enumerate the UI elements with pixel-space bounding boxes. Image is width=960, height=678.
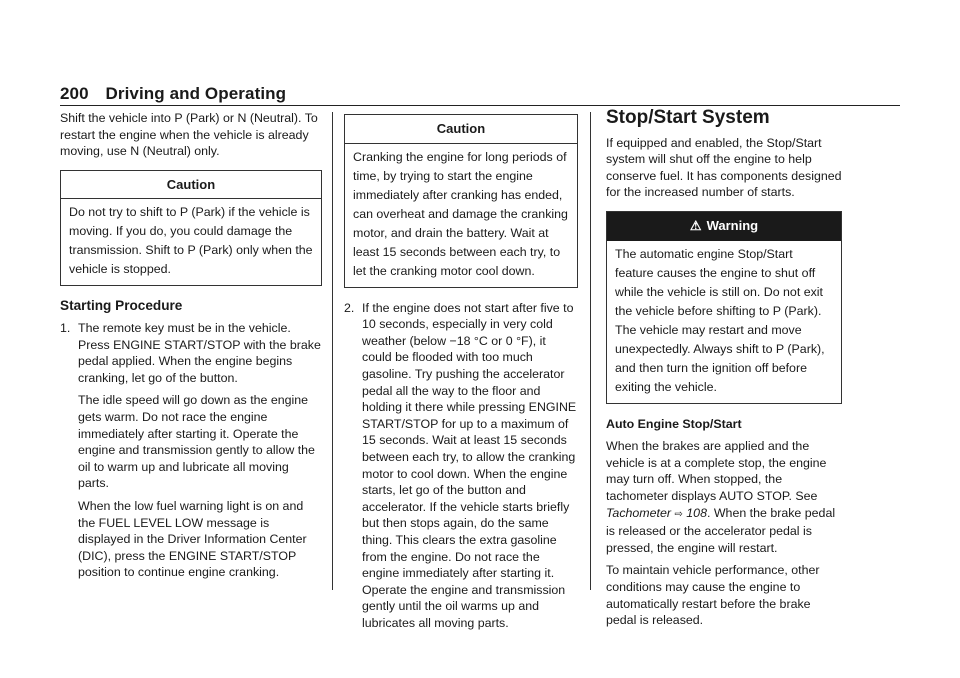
page-number: 200 <box>60 84 89 103</box>
step-number: 2. <box>344 300 355 315</box>
page-ref-arrow-icon: ⇨ <box>674 508 683 520</box>
warning-triangle-icon: ⚠ <box>689 217 702 233</box>
auto-p1-post: . When the brake pedal is released or the accelerator pedal is pressed, the engine will restart. <box>606 505 836 555</box>
column-3 <box>606 107 842 635</box>
tachometer-link[interactable]: Tachometer <box>606 505 671 520</box>
intro-paragraph: Shift the vehicle into P (Park) or N (Neutral). To restart the engine when the vehicle is already moving, use N (Neutral) only. <box>60 111 318 159</box>
column-1 <box>60 110 322 587</box>
caution-body: Do not try to shift to P (Park) if the vehicle is moving. If you do, you could damage the transmission. Shift to P (Park) only when the vehicle is stopped. <box>69 205 313 277</box>
warning-body: The automatic engine Stop/Start feature causes the engine to shut off while the vehicle is still on. Do not exit the vehicle before shifting to P (Park). The vehicle may restart and move unexpectedly. Always shift to P (Park), and then turn the ignition off before exiting the vehicle. <box>615 246 825 394</box>
starting-procedure-heading: Starting Procedure <box>60 298 183 314</box>
column-divider-2 <box>590 112 591 590</box>
stop-start-intro: If equipped and enabled, the Stop/Start system will shut off the engine to help conserve fuel. It has components designed for the increased number of starts. <box>606 135 842 200</box>
warning-title-bar <box>607 212 841 241</box>
step-1-p1: The remote key must be in the vehicle. Press ENGINE START/STOP with the brake pedal applied. When the engine begins cranking, let go of the button. <box>78 320 321 385</box>
caution-title: Caution <box>61 171 321 200</box>
auto-stop-paragraph-1 <box>606 438 842 556</box>
warning-box <box>606 211 842 404</box>
caution-body-2: Cranking the engine for long periods of time, by trying to start the engine immediately after cranking has ended, can overheat and damage the cranking motor, and drain the battery. Wait at least 15 seconds between each try, to let the cranking motor cool down. <box>353 149 568 278</box>
tachometer-page-ref[interactable]: 108 <box>686 505 707 520</box>
step-2-text: If the engine does not start after five to 10 seconds, especially in very cold weather (below −18 °C or 0 °F), it could be flooded with too much gasoline. Try pushing the accelerator pedal all the way to the floor and holding it there while pressing ENGINE START/STOP for up to a maximum of 15 seconds. Wait at least 15 seconds between each try, to allow the cranking motor to cool down. When the engine starts, let go of the button and accelerator. If the vehicle starts briefly but then stops again, do the same thing. This clears the extra gasoline from the engine. Do not race the engine immediately after starting it. Operate the engine and transmission gently until the oil warms up and lubricates all moving parts. <box>362 300 577 630</box>
steps-list-continued <box>344 300 578 632</box>
warning-title: Warning <box>706 217 759 233</box>
caution-box <box>60 170 322 287</box>
column-2 <box>344 110 578 637</box>
steps-list <box>60 320 322 581</box>
stop-start-heading: Stop/Start System <box>606 107 770 128</box>
column-divider-1 <box>332 112 333 590</box>
caution-box-2 <box>344 114 578 288</box>
caution-title-2: Caution <box>345 115 577 144</box>
auto-stop-paragraph-2: To maintain vehicle performance, other conditions may cause the engine to automatically restart before the brake pedal is released. <box>606 563 820 628</box>
auto-p1-pre: When the brakes are applied and the vehicle is at a complete stop, the engine may turn off. When stopped, the tachometer displays AUTO STOP. See <box>606 439 827 503</box>
step-1-p2: The idle speed will go down as the engine gets warm. Do not race the engine immediately after starting it. Operate the engine and transmission gently to allow the oil to warm up and lubricate all moving parts. <box>78 393 315 491</box>
auto-stop-start-heading: Auto Engine Stop/Start <box>606 416 742 431</box>
step-1-p3: When the low fuel warning light is on and the FUEL LEVEL LOW message is displayed in the Driver Information Center (DIC), press the ENGINE START/STOP position to continue engine cranking. <box>78 498 307 580</box>
step-2 <box>344 300 578 632</box>
header-rule <box>60 105 900 106</box>
step-1 <box>60 320 322 581</box>
section-title: Driving and Operating <box>105 84 287 103</box>
step-number: 1. <box>60 320 71 335</box>
page-header <box>60 84 580 104</box>
